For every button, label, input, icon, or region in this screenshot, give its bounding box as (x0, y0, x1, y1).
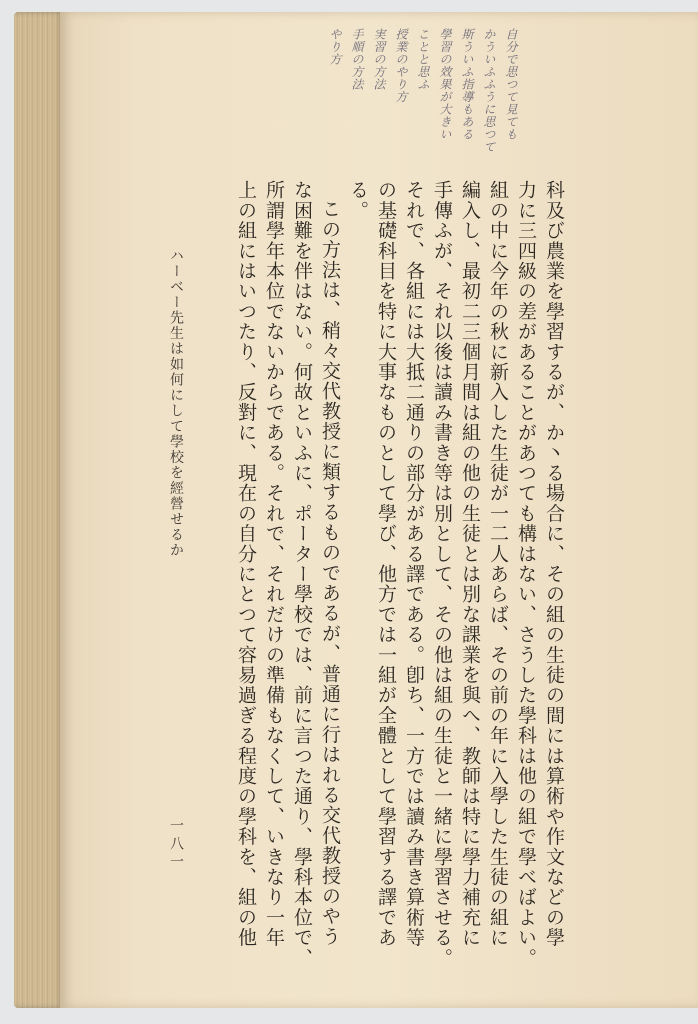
text-column: 編入し、最初二三個月間は組の他の生徒とは別な課業を與へ、教師は特に學力補充に (459, 180, 481, 948)
handwritten-note: かういふふうに思つて (482, 28, 496, 153)
handwritten-note: 學習の效果が大きい (438, 28, 452, 141)
text-column: 科及び農業を學習するが、か丶る場合に、その組の生徒の間には算術や作文などの學 (543, 180, 565, 948)
text-column: 組の中に今年の秋に新入した生徒が一二人あらば、その前の年に入學した生徒の組に (487, 180, 509, 948)
text-column: 上の組にはいつたり、反對に、現在の自分にとつて容易過ぎる程度の學科を、組の他 (235, 180, 257, 948)
text-column: 力に三四級の差があることがあつても構はない、さうした學科は他の組で學べばよい。 (515, 180, 537, 968)
handwritten-note: 実習の方法 (372, 28, 386, 91)
handwritten-note: ことと思ふ (416, 28, 430, 91)
text-column: 所謂學年本位でないからである。それで、それだけの準備もなくして、いきなり一年 (263, 180, 285, 948)
text-column: の基礎科目を特に大事なものとして學び、他方では一組が全體として學習する譯であ (375, 180, 397, 948)
handwritten-note: 授業のやり方 (394, 28, 408, 103)
handwritten-note: 斯ういふ指導もある (460, 28, 474, 141)
text-column: この方法は、稍々交代教授に類するものであるが、普通に行はれる交代教授のやう (319, 199, 341, 947)
page-edge (14, 12, 64, 1008)
handwritten-note: 手順の方法 (350, 28, 364, 91)
handwritten-notes (324, 28, 522, 198)
text-column: 手傳ふが、それ以後は讀み書き等は別として、その他は組の生徒と一緒に學習させる。 (431, 180, 453, 968)
running-head: ハーベー先生は如何にして學校を經營せるか (168, 248, 184, 558)
handwritten-note: 自分で思つて見ても (504, 28, 518, 141)
page-number: 一八一 (168, 818, 184, 872)
text-column: る。 (347, 180, 369, 221)
text-column: な困難を伴はない。何故といふに、ポーター學校では、前に言つた通り、學科本位で、 (291, 180, 313, 968)
body-text (232, 180, 568, 968)
handwritten-note: やり方 (328, 28, 342, 66)
text-column: それで、各組には大抵二通りの部分がある譯である。卽ち、一方では讀み書き算術等 (403, 180, 425, 948)
